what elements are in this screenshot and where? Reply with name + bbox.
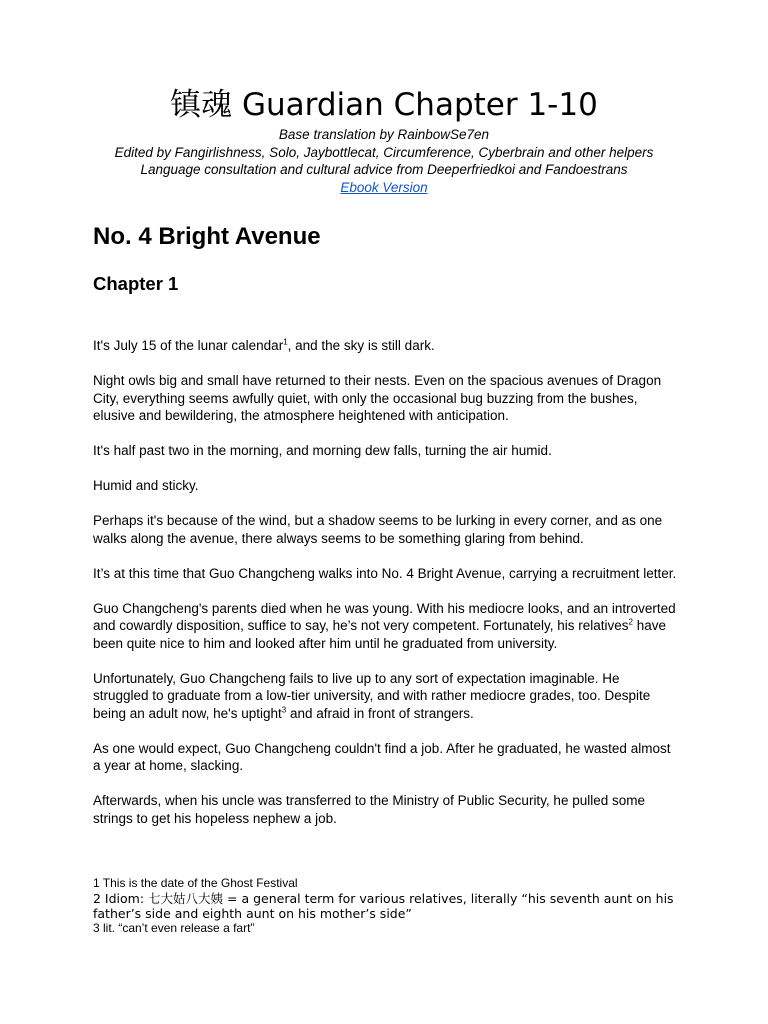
paragraph: Night owls big and small have returned to their nests. Even on the spacious avenues of Dragon City, everything seems awfully quiet, with only the occasional bug buzzing from the bushes, elusive and bewildering, the atmosphere heightened with anticipation. [93, 373, 662, 423]
base-translation-credit: Base translation by RainbowSe7en [278, 127, 490, 142]
paragraph: Guo Changcheng's parents died when he was young. With his mediocre looks, and an introverted and cowardly disposition, suffice to say, he’s not very competent. Fortunately, his relatives$^2$ have been quite nice to him and looked after him until he graduated from university. [93, 600, 676, 651]
credits-block [0, 126, 768, 196]
chapter-heading: Chapter 1 [93, 273, 179, 294]
footnote-3: 3 lit. “can’t even release a fart” [93, 920, 255, 935]
paragraph: Afterwards, when his uncle was transferred to the Ministry of Public Security, he pulled some strings to get his hopeless nephew a job. [93, 793, 645, 826]
paragraph: As one would expect, Guo Changcheng couldn't find a job. After he graduated, he wasted almost a year at home, slacking. [93, 740, 671, 773]
footnote-2: 2 Idiom: 七大姑八大姨 = a general term for various relatives, literally “his seventh aunt on his father’s side and eighth aunt on his mother’s side” [93, 890, 674, 921]
chapter-body [93, 337, 677, 845]
paragraph: Perhaps it's because of the wind, but a shadow seems to be lurking in every corner, and as one walks along the avenue, there always seems to be something glaring from behind. [93, 513, 663, 546]
footnote-ref-1[interactable]: 1 [283, 337, 288, 347]
footnote-ref-2[interactable]: 2 [628, 617, 633, 627]
editors-credit: Edited by Fangirlishness, Solo, Jaybottlecat, Circumference, Cyberbrain and other helpers [114, 144, 654, 160]
document-title: 镇魂 Guardian Chapter 1-10 [170, 87, 598, 123]
footnote-1: 1 This is the date of the Ghost Festival [93, 876, 298, 890]
footnote-ref-3[interactable]: 3 [281, 705, 287, 714]
ebook-version-link[interactable]: Ebook Version [340, 179, 428, 195]
language-consultation-credit: Language consultation and cultural advice from Deeperfriedkoi and Fandoestrans [140, 162, 628, 177]
footnotes-block [93, 876, 677, 935]
paragraph: It's half past two in the morning, and morning dew falls, turning the air humid. [93, 443, 552, 458]
paragraph: Humid and sticky. [93, 478, 199, 493]
section-heading: No. 4 Bright Avenue [93, 223, 321, 250]
paragraph: It's July 15 of the lunar calendar$^1$, and the sky is still dark. [93, 337, 435, 353]
paragraph: Unfortunately, Guo Changcheng fails to live up to any sort of expectation imaginable. He struggled to graduate from a low-tier university, and with rather mediocre grades, too. Despite being an adult now, he's uptight$^3$ and afraid in front of strangers. [93, 670, 651, 721]
paragraph: It’s at this time that Guo Changcheng walks into No. 4 Bright Avenue, carrying a recruitment letter. [93, 565, 677, 581]
